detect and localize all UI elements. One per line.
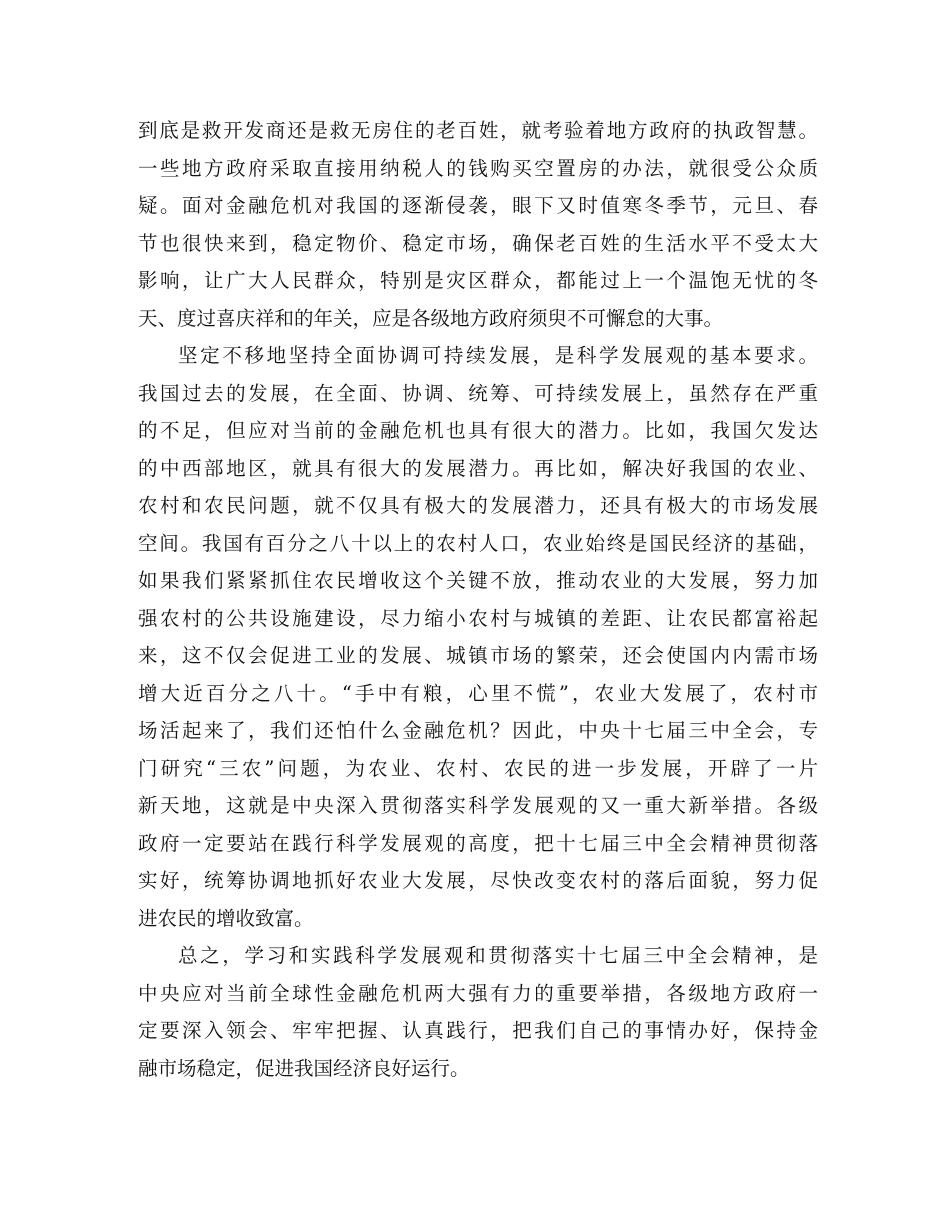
text-line: 门研究“三农”问题，为农业、农村、农民的进一步发展，开辟了一片	[138, 756, 818, 780]
text-line: 强农村的公共设施建设，尽力缩小农村与城镇的差距、让农民都富裕起	[138, 606, 818, 630]
text-line: 空间。我国有百分之八十以上的农村人口，农业始终是国民经济的基础，	[138, 531, 818, 555]
text-line: 进农民的增收致富。	[138, 906, 314, 930]
text-line: 政府一定要站在践行科学发展观的高度，把十七届三中全会精神贯彻落	[138, 831, 818, 855]
text-line: 增大近百分之八十。“手中有粮，心里不慌”，农业大发展了，农村市	[138, 681, 818, 705]
text-line: 总之，学习和实践科学发展观和贯彻落实十七届三中全会精神，是	[178, 944, 818, 967]
text-line: 的不足，但应对当前的金融危机也具有很大的潜力。比如，我国欠发达	[138, 419, 818, 442]
text-line: 到底是救开发商还是救无房住的老百姓，就考验着地方政府的执政智慧。	[138, 119, 818, 142]
paragraph-3	[138, 937, 818, 1087]
text-line: 如果我们紧紧抓住农民增收这个关键不放，推动农业的大发展，努力加	[138, 569, 818, 592]
text-line: 中央应对当前全球性金融危机两大强有力的重要举措，各级地方政府一	[138, 981, 818, 1005]
text-line: 融市场稳定，促进我国经济良好运行。	[138, 1056, 470, 1080]
paragraph-2	[138, 337, 818, 937]
document-body	[138, 112, 818, 1087]
text-line: 实好，统筹协调地抓好农业大发展，尽快改变农村的落后面貌，努力促	[138, 869, 818, 892]
text-line: 的中西部地区，就具有很大的发展潜力。再比如，解决好我国的农业、	[138, 456, 818, 480]
text-line: 来，这不仅会促进工业的发展、城镇市场的繁荣，还会使国内内需市场	[138, 644, 818, 667]
text-line: 我国过去的发展，在全面、协调、统筹、可持续发展上，虽然存在严重	[138, 381, 818, 405]
text-line: 定要深入领会、牢牢把握、认真践行，把我们自己的事情办好，保持金	[138, 1019, 818, 1042]
text-line: 新天地，这就是中央深入贯彻落实科学发展观的又一重大新举措。各级	[138, 794, 818, 817]
text-line: 影响，让广大人民群众，特别是灾区群众，都能过上一个温饱无忧的冬	[138, 269, 818, 292]
text-line: 坚定不移地坚持全面协调可持续发展，是科学发展观的基本要求。	[178, 344, 818, 367]
text-line: 疑。面对金融危机对我国的逐渐侵袭，眼下又时值寒冬季节，元旦、春	[138, 194, 818, 217]
paragraph-1	[138, 112, 818, 337]
text-line: 场活起来了，我们还怕什么金融危机？因此，中央十七届三中全会，专	[138, 719, 818, 742]
text-line: 农村和农民问题，就不仅具有极大的发展潜力，还具有极大的市场发展	[138, 494, 818, 517]
text-line: 一些地方政府采取直接用纳税人的钱购买空置房的办法，就很受公众质	[138, 156, 818, 180]
text-line: 节也很快来到，稳定物价、稳定市场，确保老百姓的生活水平不受太大	[138, 231, 818, 255]
text-line: 天、度过喜庆祥和的年关，应是各级地方政府须臾不可懈怠的大事。	[138, 306, 724, 330]
